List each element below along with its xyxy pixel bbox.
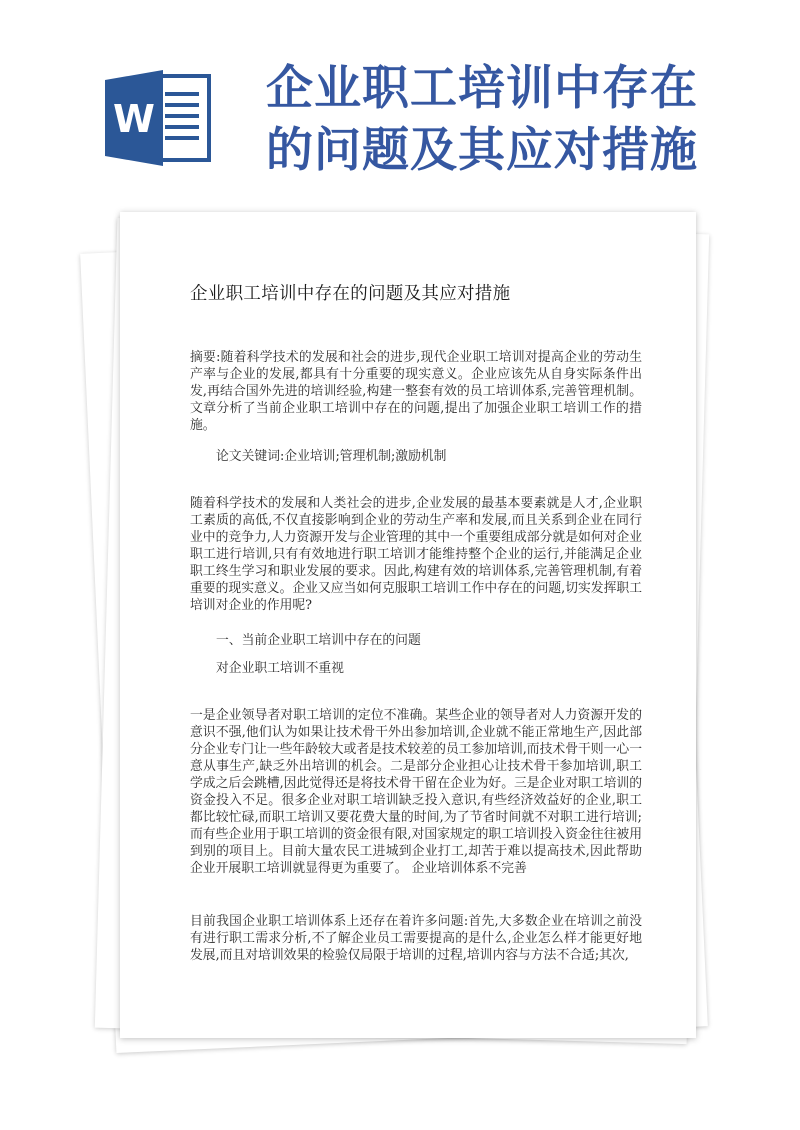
keywords-line: 论文关键词:企业培训;管理机制;激励机制 <box>216 449 447 464</box>
intro-paragraph: 随着科学技术的发展和人类社会的进步,企业发展的最基本要素就是人才,企业职工素质的高低,不仅直接影响到企业的劳动生产率和发展,而且关系到企业在同行业中的竞争力,人力资源开发与企业管理的其中一个重要组成部分就是如何对企业职工进行培训,只有有效地进行职工培训才能维持整个企业的运行,并能满足企业职工终生学习和职业发展的要求。因此,构建有效的培训体系,完善管理机制,有着重要的现实意义。企业又应当如何克服职工培训工作中存在的问题,切实发挥职工培训对企业的作用呢? <box>190 496 642 613</box>
subsection-heading: 对企业职工培训不重视 <box>216 661 344 676</box>
header <box>0 0 800 190</box>
body-paragraph-2: 目前我国企业职工培训体系上还存在着许多问题:首先,大多数企业在培训之前没有进行职工需求分析,不了解企业员工需要提高的是什么,企业怎么样才能更好地发展,而且对培训效果的检验仅局限于培训的过程,培训内容与方法不合适;其次, <box>190 914 642 963</box>
body-paragraph-1: 一是企业领导者对职工培训的定位不准确。某些企业的领导者对人力资源开发的意识不强,他们认为如果让技术骨干外出参加培训,企业就不能正常地生产,因此部分企业专门让一些年龄较大或者是技术较差的员工参加培训,而技术骨干则一心一意从事生产,缺乏外出培训的机会。二是部分企业担心让技术骨干参加培训,职工学成之后会跳槽,因此觉得还是将技术骨干留在企业为好。三是企业对职工培训的资金投入不足。很多企业对职工培训缺乏投入意识,有些经济效益好的企业,职工都比较忙碌,而职工培训又要花费大量的时间,为了节省时间就不对职工进行培训;而有些企业用于职工培训的资金很有限,对国家规定的职工培训投入资金往往被用到别的项目上。目前大量农民工进城到企业打工,却苦于难以提高技术,因此帮助企业开展职工培训就显得更为重要了。 企业培训体系不完善 <box>190 708 642 876</box>
abstract-paragraph: 摘要:随着科学技术的发展和社会的进步,现代企业职工培训对提高企业的劳动生产率与企业的发展,都具有十分重要的现实意义。企业应该先从自身实际条件出发,再结合国外先进的培训经验,构建一整套有效的员工培训体系,完善管理机制。文章分析了当前企业职工培训中存在的问题,提出了加强企业职工培训工作的措施。 <box>190 350 642 433</box>
document-heading: 企业职工培训中存在的问题及其应对措施 <box>190 284 511 304</box>
document-preview <box>98 212 702 1062</box>
section-heading: 一、当前企业职工培训中存在的问题 <box>216 633 421 648</box>
document-page <box>120 212 696 1038</box>
word-icon-letter: W <box>113 97 155 141</box>
header-title: 企业职工培训中存在的问题及其应对措施 <box>266 61 698 178</box>
word-document-icon <box>105 70 213 166</box>
